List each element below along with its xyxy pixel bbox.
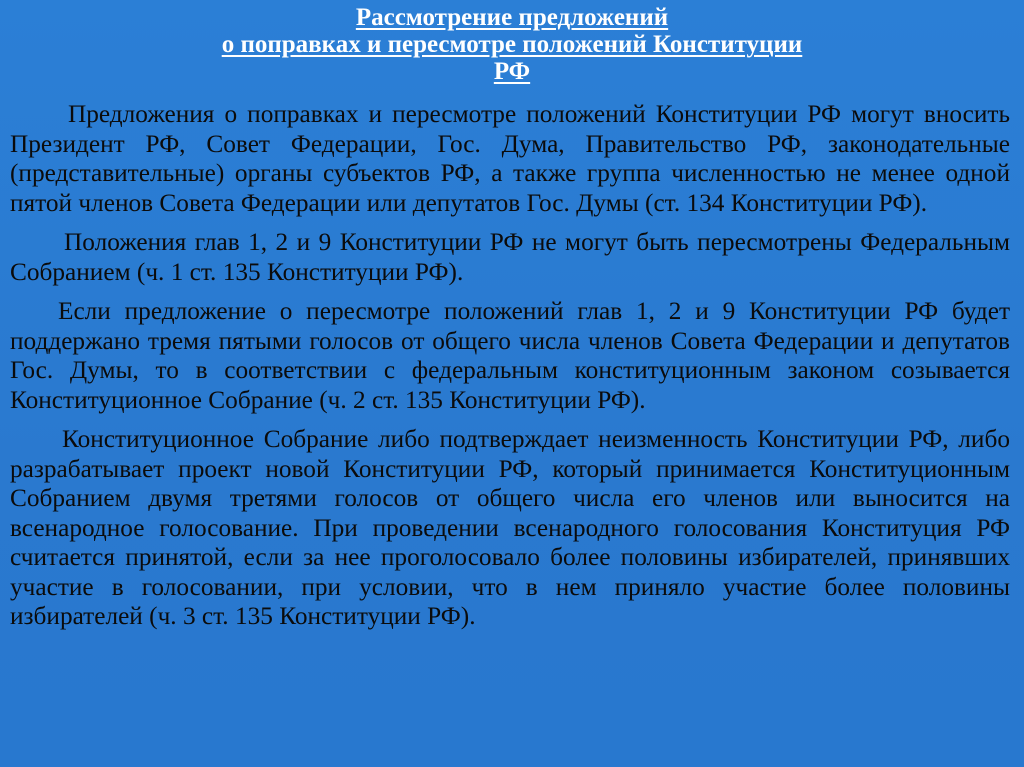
slide-title-line-2: о поправках и пересмотре положений Конституции [221,31,803,58]
slide-title-line-3: РФ [493,58,531,85]
slide-title [0,4,1024,85]
paragraph-proposals: Предложения о поправках и пересмотре положений Конституции РФ могут вносить Президент РФ, Совет Федерации, Гос. Дума, Правительство РФ, законодательные (представительные) органы субъектов РФ, а также группа численностью не менее одной пятой членов Совета Федерации или депутатов Гос. Думы (ст. 134 Конституции РФ). [10,100,1010,217]
paragraph-constitutional-assembly-decision: Конституционное Собрание либо подтверждает неизменность Конституции РФ, либо разрабатывает проект новой Конституции РФ, который принимается Конституционным Собранием двумя третями голосов от общего числа его членов или выносится на всенародное голосование. При проведении всенародного голосования Конституция РФ считается принятой, если за нее проголосовало более половины избирателей, принявших участие в голосовании, при условии, что в нем приняло участие более половины избирателей (ч. 3 ст. 135 Конституции РФ). [10,425,1010,630]
slide-title-line-1: Рассмотрение предложений [355,4,669,31]
paragraph-constitutional-assembly-convened: Если предложение о пересмотре положений глав 1, 2 и 9 Конституции РФ будет поддержано тремя пятыми голосов от общего числа членов Совета Федерации и депутатов Гос. Думы, то в соответствии с федеральным конституционным законом созывается Конституционное Собрание (ч. 2 ст. 135 Конституции РФ). [10,297,1010,414]
paragraph-chapters-not-revisable: Положения глав 1, 2 и 9 Конституции РФ не могут быть пересмотрены Федеральным Собранием (ч. 1 ст. 135 Конституции РФ). [10,228,1010,286]
slide-body [10,100,1010,642]
